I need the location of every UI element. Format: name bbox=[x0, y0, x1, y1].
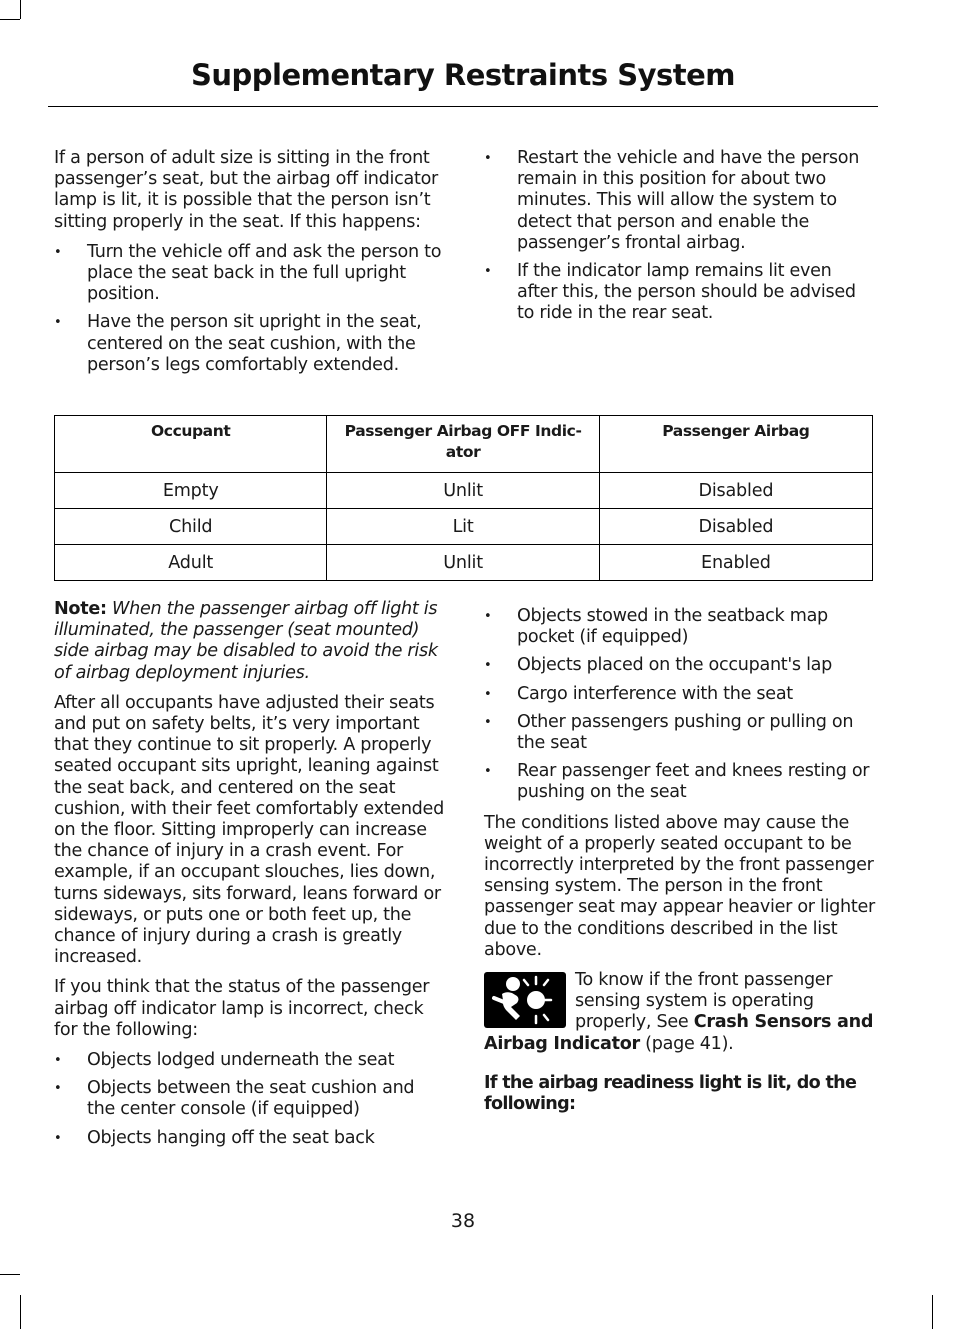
crash-sensors-link[interactable]: Crash Sensors and Airbag Indicator bbox=[484, 1012, 874, 1054]
list-item: • Cargo interference with the seat bbox=[484, 684, 876, 705]
table-cell: Adult bbox=[55, 545, 327, 581]
list-item: • Rear passenger feet and knees resting or pushing on the seat bbox=[484, 761, 876, 803]
note-paragraph bbox=[54, 599, 446, 684]
page-reference: (page 41). bbox=[639, 1033, 734, 1054]
reference-text: To know if the front passenger sensing system is operating properly, See bbox=[575, 970, 833, 1033]
list-item: • Have the person sit upright in the seat, centered on the seat cushion, with the person’s legs comfortably extended. bbox=[54, 312, 446, 376]
crop-mark bbox=[0, 19, 20, 20]
table-row bbox=[55, 545, 873, 581]
note-label: Note: bbox=[54, 599, 107, 619]
table-cell: Lit bbox=[327, 509, 599, 545]
list-item: • Objects hanging off the seat back bbox=[54, 1128, 446, 1149]
intro-paragraph: If a person of adult size is sitting in the front passenger’s seat, but the airbag off indicator lamp is lit, it is possible that the person isn’t sitting properly in the seat. If this happens: bbox=[54, 148, 438, 232]
list-item: • Restart the vehicle and have the person remain in this position for about two minutes. This will allow the system to detect that person and enable the passenger’s frontal airbag. bbox=[484, 148, 876, 254]
list-item: • If the indicator lamp remains lit even after this, the person should be advised to ride in the rear seat. bbox=[484, 261, 876, 325]
left-column-top bbox=[54, 148, 446, 383]
title-divider bbox=[48, 106, 878, 107]
crop-mark bbox=[20, 1295, 21, 1329]
crop-mark bbox=[0, 1274, 20, 1275]
right-column-bottom bbox=[484, 606, 876, 1115]
table-header-row bbox=[55, 416, 873, 473]
note-text: When the passenger airbag off light is illuminated, the passenger (seat mounted) side airbag may be disabled to avoid the risk of airbag deployment injuries. bbox=[54, 599, 438, 683]
table-cell: Unlit bbox=[327, 545, 599, 581]
list-item: • Turn the vehicle off and ask the person to place the seat back in the full upright position. bbox=[54, 242, 446, 306]
body-paragraph: After all occupants have adjusted their seats and put on safety belts, it’s very important that they continue to sit properly. A properly seated occupant sits upright, leaning against the seat back, and centered on the seat cushion, with their feet comfortably extended on the floor. Sitting improperly can increase the chance of injury in a crash event. For example, if an occupant slouches, lies down, turns sideways, sits forward, leans forward or sideways, or puts one or both feet up, the chance of injury during a crash is greatly increased. bbox=[54, 692, 444, 968]
table-cell: Disabled bbox=[599, 473, 872, 509]
table-cell: Unlit bbox=[327, 473, 599, 509]
body-paragraph: The conditions listed above may cause the weight of a properly seated occupant to be incorrectly interpreted by the front passenger sensing system. The person in the front passenger seat may appear heavier or lighter due to the conditions described in the list above. bbox=[484, 812, 875, 960]
right-column-top bbox=[484, 148, 876, 332]
column-header-occupant: Occupant bbox=[55, 416, 327, 473]
airbag-warning-icon bbox=[484, 972, 566, 1028]
airbag-status-table bbox=[54, 415, 873, 581]
list-item: • Other passengers pushing or pulling on the seat bbox=[484, 712, 876, 754]
left-column-bottom bbox=[54, 599, 446, 1156]
list-item: • Objects placed on the occupant's lap bbox=[484, 655, 876, 676]
crop-mark bbox=[20, 0, 21, 19]
table-cell: Enabled bbox=[599, 545, 872, 581]
page-number: 38 bbox=[450, 1210, 476, 1232]
list-item: • Objects stowed in the seatback map pocket (if equipped) bbox=[484, 606, 876, 648]
table-cell: Disabled bbox=[599, 509, 872, 545]
reference-paragraph bbox=[484, 970, 876, 1055]
crop-mark bbox=[932, 1295, 933, 1329]
column-header-indicator: Passenger Airbag OFF Indic- ator bbox=[327, 416, 599, 473]
list-item: • Objects lodged underneath the seat bbox=[54, 1050, 446, 1071]
table-cell: Child bbox=[55, 509, 327, 545]
table-row bbox=[55, 509, 873, 545]
table-row bbox=[55, 473, 873, 509]
table-cell: Empty bbox=[55, 473, 327, 509]
page-title: Supplementary Restraints System bbox=[190, 58, 736, 92]
list-item: • Objects between the seat cushion and the center console (if equipped) bbox=[54, 1078, 446, 1120]
section-lead-in: If the airbag readiness light is lit, do the following: bbox=[484, 1072, 857, 1115]
body-paragraph: If you think that the status of the passenger airbag off indicator lamp is incorrect, check for the following: bbox=[54, 977, 430, 1040]
column-header-airbag: Passenger Airbag bbox=[599, 416, 872, 473]
